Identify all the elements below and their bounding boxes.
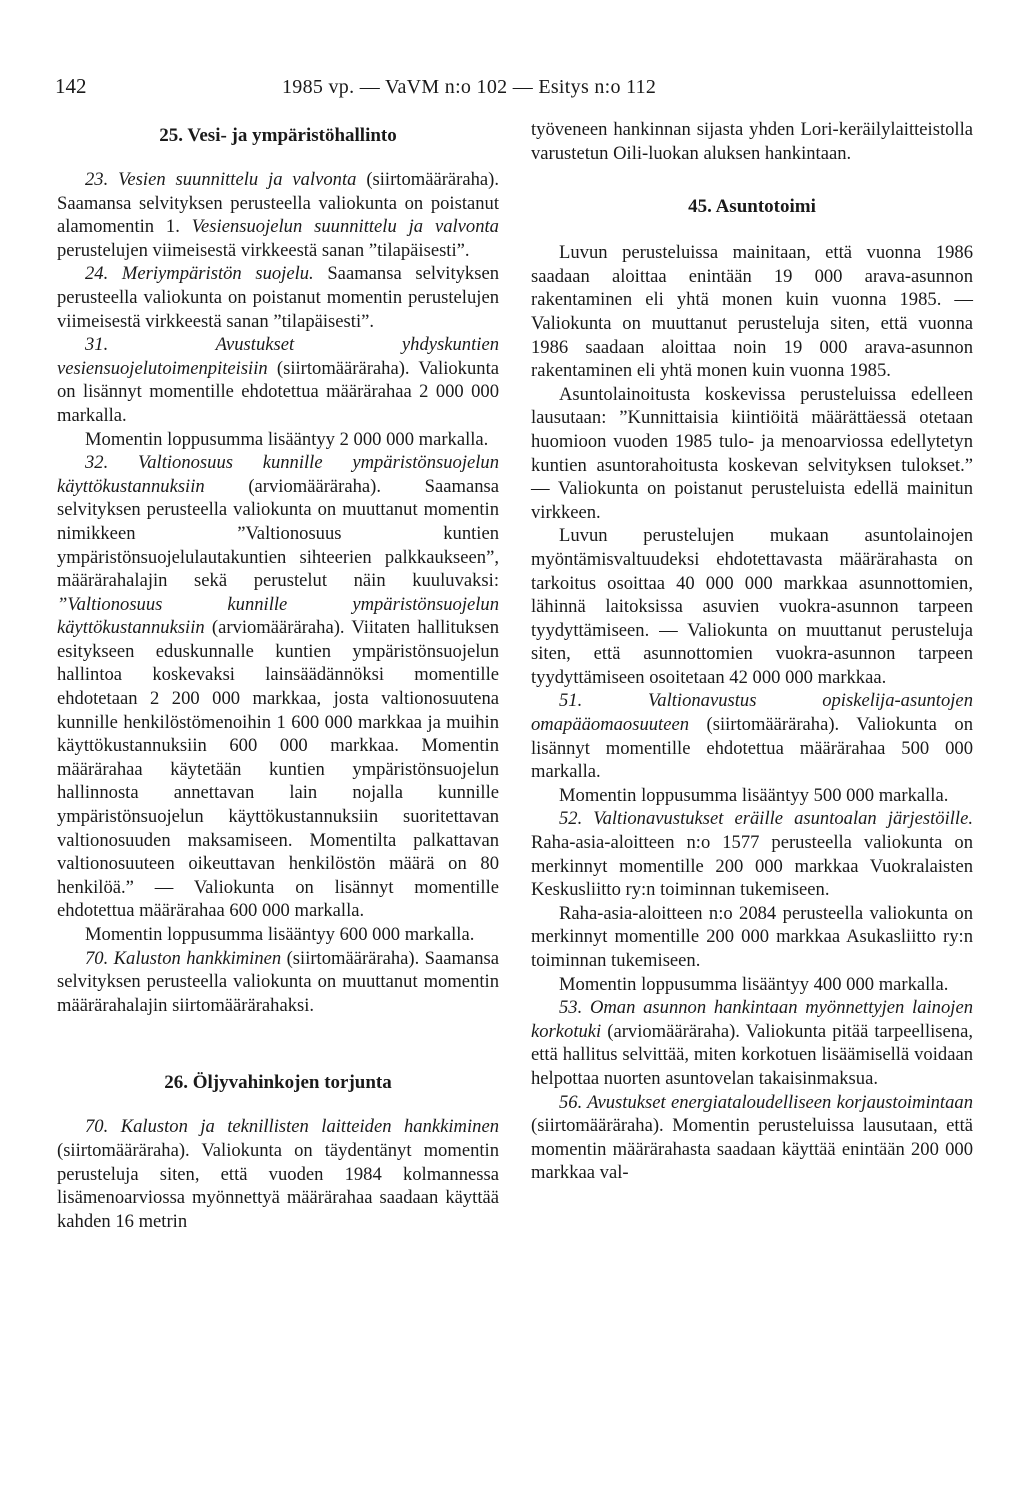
paragraph-52-sum: Momentin loppusumma lisääntyy 400 000 markalla.	[559, 973, 949, 995]
paragraph-56	[531, 1091, 973, 1185]
paragraph-text: (siirtomääräraha). Valiokunta on täydentänyt momentin perusteluja siten, että vuoden 1984 kolmannessa lisämenoarviossa myönnettyä määrärahaa saadaan käyttää kahden 16 metrin	[57, 1139, 499, 1232]
paragraph-text: (siirtomääräraha). Saamansa selvityksen perusteella valiokunta on muuttanut momentin määrärahalajin siirtomäärärahaksi.	[57, 947, 500, 1016]
paragraph-text: (siirtomääräraha). Valiokunta on lisännyt momentille ehdotettua määrärahaa 2 000 000 markalla.	[57, 357, 499, 426]
paragraph-text: (arviomääräraha). Viitaten hallituksen esitykseen eduskunnalle kuntien ympäristönsuojelun hallintoa koskevaksi lainsäädännöksi momentille ehdotetaan 2 200 000 markkaa, josta valtionosuutena kunnille henkilöstömenoihin 1 600 000 markkaa ja muihin käyttökustannuksiin 600 000 markkaa. Momentin määrärahaa käytetään kuntien ympäristönsuojelun hallinnosta annettavan lain nojalla kunnille ympäristönsuojelun käyttökustannuksiin suoritettavan valtionosuuden maksamiseen. Momentilta palkattavan valtionosuuteen oikeuttavan henkilöstön määrä on 80 henkilöä.” — Valiokunta on lisännyt momentille ehdotettua määrärahaa 600 000 markalla.	[57, 617, 499, 922]
paragraph-text: (siirtomääräraha). Saamansa selvityksen perusteella valiokunta on poistanut alamomentin 1.	[57, 169, 499, 238]
item-title: 52. Valtionavustukset eräille asuntoalan järjestöille.	[559, 808, 973, 830]
item-title: 32. Valtionosuus kunnille ympäristönsuojelun käyttökustannuksiin	[57, 452, 499, 497]
item-title: 23. Vesien suunnittelu ja valvonta	[85, 169, 357, 190]
page-number: 142	[55, 74, 87, 98]
paragraph-53	[531, 996, 973, 1090]
item-title: 70. Kaluston hankkiminen	[85, 947, 282, 969]
item-title: 31. Avustukset yhdyskuntien vesiensuojelutoimenpiteisiin	[57, 334, 499, 379]
paragraph-51	[531, 689, 973, 783]
item-title-inline: ”Valtionosuus kunnille ympäristönsuojelun käyttökustannuksiin	[57, 593, 499, 639]
item-title: 56. Avustukset energiataloudelliseen korjaustoimintaan	[559, 1091, 973, 1113]
section-heading-26: 26. Öljyvahinkojen torjunta	[164, 1072, 392, 1094]
paragraph-51-sum: Momentin loppusumma lisääntyy 500 000 markalla.	[559, 784, 949, 806]
section-heading-25: 25. Vesi- ja ympäristöhallinto	[159, 125, 397, 146]
left-column	[57, 118, 499, 1233]
paragraph-23	[57, 168, 499, 262]
paragraph-text: Raha-asia-aloitteen n:o 1577 perusteella valiokunta on merkinnyt momentille 200 000 markkaa Vuokralaisten Keskusliitto ry:n toiminnan tukemiseen.	[531, 832, 973, 901]
item-title: 70. Kaluston ja teknillisten laitteiden hankkiminen	[85, 1116, 499, 1138]
paragraph-32	[57, 451, 499, 923]
paragraph-text: (arviomääräraha). Saamansa selvityksen perusteella valiokunta on muuttanut momentin nimikkeen ”Valtionosuus kuntien ympäristönsuojelulautakuntien sihteerien palkkaukseen”, määrärahalajin sekä perustelut näin kuuluvaksi:	[57, 475, 499, 592]
paragraph-text: (arviomääräraha). Valiokunta pitää tarpeellisena, että hallitus selvittää, miten korkotuen lisäämisellä voidaan helpottaa nuorten asuntovelan takaisinmaksua.	[531, 1020, 973, 1089]
right-column	[531, 118, 973, 1185]
item-title: 53. Oman asunnon hankintaan myönnettyjen lainojen korkotuki	[531, 997, 973, 1042]
paragraph-45-2: Asuntolainoitusta koskevissa perusteluissa edelleen lausutaan: ”Kunnittaisia kiintiöitä määrättäessä otetaan huomioon vuoden 1985 tulo- ja menoarviossa edellytetyn kuntien asuntorahoitusta koskevan selvityksen tulokset.” — Valiokunta on poistanut perusteluista edellä mainitun virkkeen.	[531, 383, 973, 523]
continuation-paragraph: työveneen hankinnan sijasta yhden Lori-keräilylaitteistolla varustetun Oili-luokan aluksen hankintaan.	[531, 119, 973, 164]
paragraph-24	[57, 262, 499, 333]
paragraph-70	[57, 947, 499, 1018]
section-heading-45: 45. Asuntotoimi	[688, 196, 816, 218]
item-title-inline: Vesiensuojelun suunnittelu ja valvonta	[191, 216, 499, 238]
paragraph-52	[531, 807, 973, 901]
paragraph-text: perustelujen viimeisestä virkkeestä sanan ”tilapäisesti”.	[57, 239, 470, 261]
paragraph-31-sum: Momentin loppusumma lisääntyy 2 000 000 markalla.	[85, 428, 489, 450]
paragraph-31	[57, 333, 499, 427]
running-head: 1985 vp. — VaVM n:o 102 — Esitys n:o 112	[282, 76, 657, 98]
paragraph-32-sum: Momentin loppusumma lisääntyy 600 000 markalla.	[85, 924, 475, 945]
paragraph-text: (siirtomääräraha). Valiokunta on lisännyt momentille ehdotettua määrärahaa 500 000 markalla.	[531, 714, 973, 783]
paragraph-45-3: Luvun perustelujen mukaan asuntolainojen myöntämisvaltuudeksi ehdotettavasta määrärahasta on tarkoitus osoittaa 40 000 000 markkaa asunnottomien, lähinnä laitoksissa asuvien vuokra-asunnon tarpeen tyydyttämiseen. — Valiokunta on muuttanut perusteluja siten, että asunnottomien vuokra-asunnon tarpeen tyydyttämiseen osoitetaan 42 000 000 markkaa.	[531, 525, 973, 688]
paragraph-text: Saamansa selvityksen perusteella valiokunta on poistanut momentin perustelujen viimeisestä virkkeestä sanan ”tilapäisesti”.	[57, 263, 499, 332]
paragraph-70b	[57, 1115, 499, 1233]
paragraph-52-2: Raha-asia-aloitteen n:o 2084 perusteella valiokunta on merkinnyt momentille 200 000 markkaa Asukasliitto ry:n toiminnan tukemiseen.	[531, 902, 973, 971]
paragraph-45-1: Luvun perusteluissa mainitaan, että vuonna 1986 saadaan aloittaa enintään 19 000 arava-asunnon rakentaminen eli yhtä monen kuin vuonna 1985. — Valiokunta on muuttanut perusteluja siten, että vuonna 1986 saadaan aloittaa noin 19 000 arava-asunnon rakentaminen eli yhtä monen kuin vuonna 1985.	[531, 242, 973, 382]
item-title: 51. Valtionavustus opiskelija-asuntojen omapääomaosuuteen	[531, 690, 973, 736]
item-title: 24. Meriympäristön suojelu.	[85, 263, 314, 285]
paragraph-text: (siirtomääräraha). Momentin perusteluissa lausutaan, että momentin määrärahasta saadaan käyttää enintään 200 000 markkaa val-	[531, 1115, 973, 1184]
